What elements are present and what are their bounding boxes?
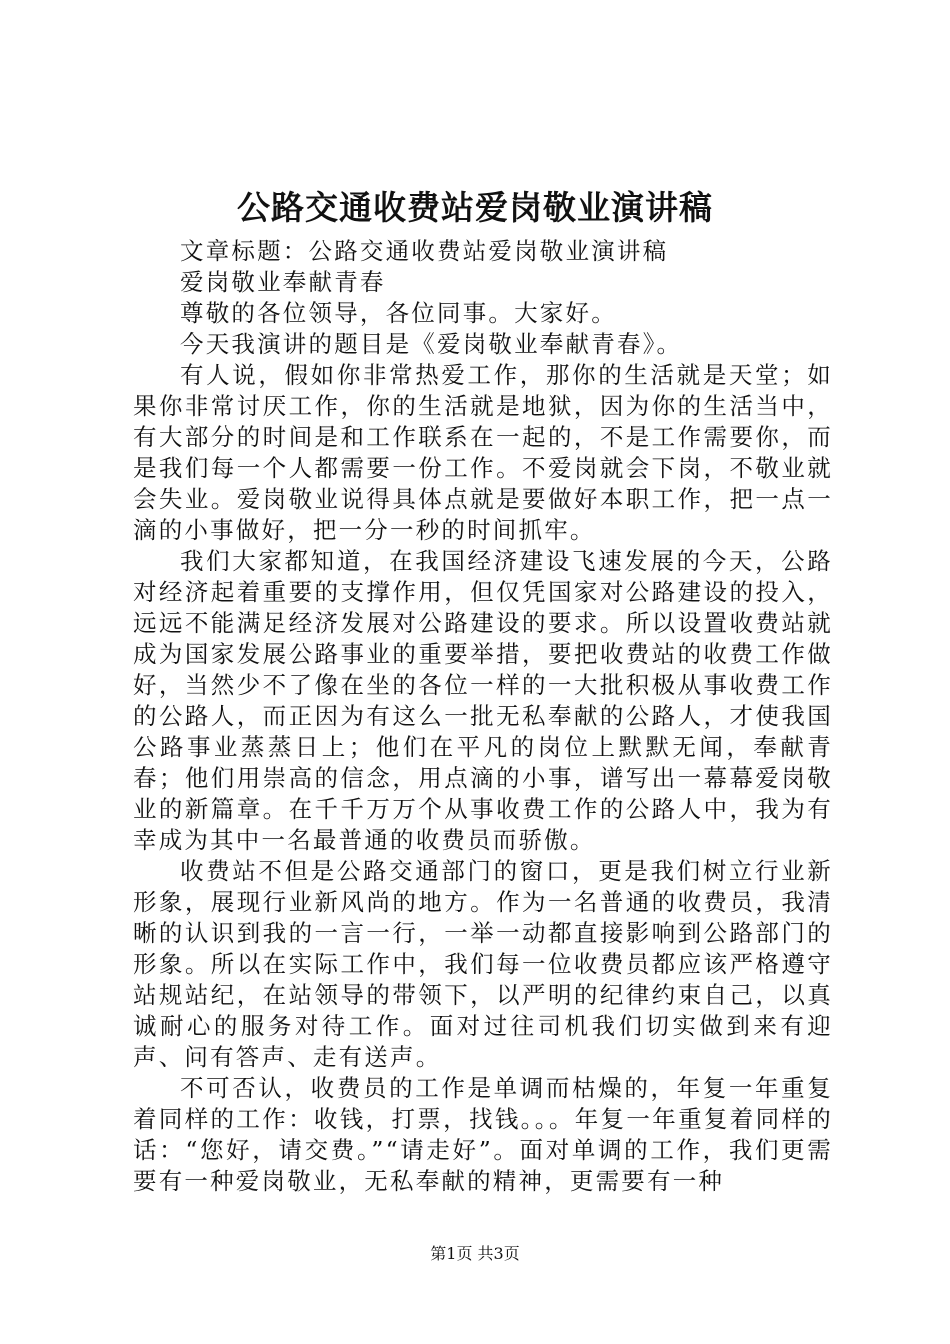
document-body (133, 236, 833, 1197)
document-title: 公路交通收费站爱岗敬业演讲稿 (237, 188, 713, 227)
paragraph-greeting: 尊敬的各位领导，各位同事。大家好。 (180, 299, 617, 327)
paragraph: 收费站不但是公路交通部门的窗口，更是我们树立行业新形象，展现行业新风尚的地方。作为一名普通的收费员，我清晰的认识到我的一言一行，一举一动都直接影响到公路部门的形象。所以在实际工作中，我们每一位收费员都应该严格遵守站规站纪，在站领导的带领下，以严明的纪律约束自己，以真诚耐心的服务对待工作。面对过往司机我们切实做到来有迎声、问有答声、走有送声。 (133, 857, 833, 1071)
paragraph: 有人说，假如你非常热爱工作，那你的生活就是天堂；如果你非常讨厌工作，你的生活就是地狱，因为你的生活当中，有大部分的时间是和工作联系在一起的，不是工作需要你，而是我们每一个人都需要一份工作。不爱岗就会下岗，不敬业就会失业。爱岗敬业说得具体点就是要做好本职工作，把一点一滴的小事做好，把一分一秒的时间抓牢。 (133, 361, 833, 544)
page-footer: 第1页 共3页 (430, 1244, 520, 1263)
paragraph: 不可否认，收费员的工作是单调而枯燥的，年复一年重复着同样的工作：收钱，打票，找钱。。。年复一年重复着同样的话：“您好，请交费。”“请走好”。面对单调的工作，我们更需要有一种爱岗敬业，无私奉献的精神，更需要有一种 (133, 1074, 833, 1195)
paragraph-subtitle: 爱岗敬业奉献青春 (180, 268, 386, 296)
paragraph-topic: 今天我演讲的题目是《爱岗敬业奉献青春》。 (180, 330, 683, 358)
paragraph-article-title: 文章标题：公路交通收费站爱岗敬业演讲稿 (180, 237, 669, 265)
paragraph: 我们大家都知道，在我国经济建设飞速发展的今天，公路对经济起着重要的支撑作用，但仅凭国家对公路建设的投入，远远不能满足经济发展对公路建设的要求。所以设置收费站就成为国家发展公路事业的重要举措，要把收费站的收费工作做好，当然少不了像在坐的各位一样的一大批积极从事收费工作的公路人，而正因为有这么一批无私奉献的公路人，才使我国公路事业蒸蒸日上；他们在平凡的岗位上默默无闻，奉献青春；他们用崇高的信念，用点滴的小事，谱写出一幕幕爱岗敬业的新篇章。在千千万万个从事收费工作的公路人中，我为有幸成为其中一名最普通的收费员而骄傲。 (133, 547, 833, 854)
